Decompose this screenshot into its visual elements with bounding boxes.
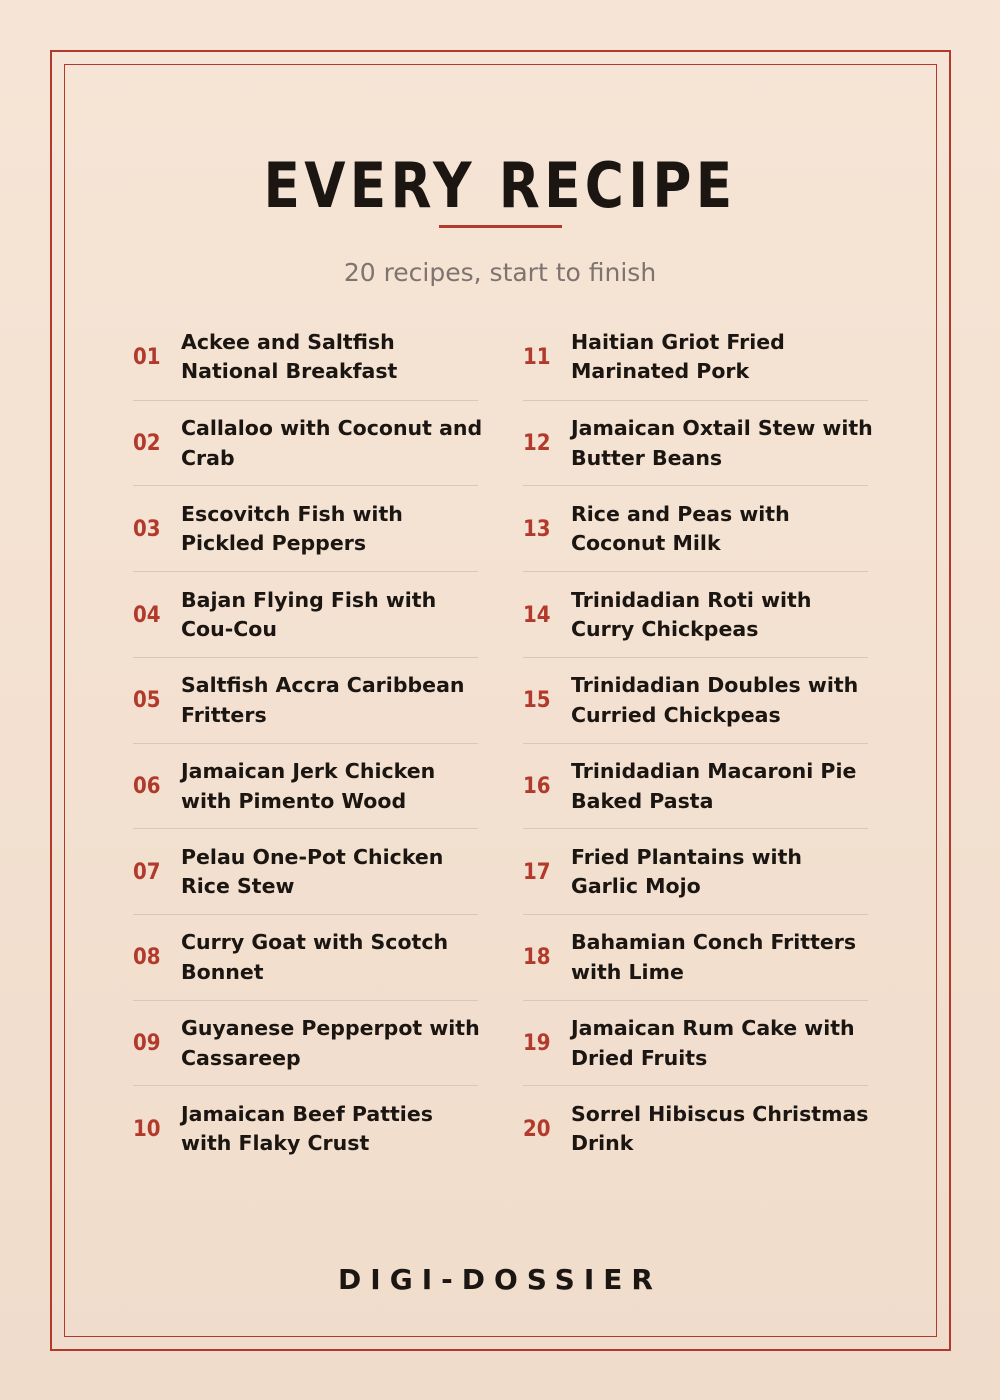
recipe-number: 08 (133, 945, 161, 971)
recipe-title: Ackee and Saltfish National Breakfast (181, 329, 398, 383)
recipe-item (523, 485, 868, 572)
recipe-number: 04 (133, 602, 161, 628)
recipe-item (133, 914, 478, 1001)
recipe-number: 16 (523, 774, 551, 799)
page-title: EVERY RECIPE (263, 149, 737, 222)
recipe-item (523, 1000, 868, 1087)
recipe-title: Callaloo with Coconut and Crab (181, 416, 483, 470)
recipe-item (523, 828, 868, 915)
recipe-title: Fried Plantains with Garlic Mojo (571, 844, 802, 899)
recipe-title: Jamaican Oxtail Stew with Butter Beans (571, 416, 873, 470)
recipe-item (133, 828, 478, 915)
recipe-title: Bahamian Conch Fritters with Lime (571, 930, 857, 984)
recipe-number: 09 (133, 1031, 161, 1057)
recipe-item (523, 914, 868, 1001)
recipe-number: 05 (133, 688, 161, 714)
recipe-item (523, 657, 868, 744)
title-underline (439, 225, 562, 228)
recipe-number: 15 (523, 688, 551, 714)
recipe-number: 14 (523, 602, 551, 628)
recipe-number: 10 (133, 1116, 161, 1142)
recipe-item (523, 571, 868, 658)
recipe-number: 07 (133, 859, 161, 885)
recipe-number: 12 (523, 431, 551, 457)
recipe-number: 18 (523, 945, 551, 971)
recipe-item (133, 485, 478, 572)
recipe-number: 13 (523, 516, 551, 542)
recipe-title: Rice and Peas with Coconut Milk (571, 501, 790, 556)
recipe-title: Bajan Flying Fish with Cou-Cou (181, 587, 437, 642)
recipe-number: 17 (523, 859, 551, 885)
recipe-title: Guyanese Pepperpot with Cassareep (181, 1016, 480, 1070)
recipe-number: 06 (133, 774, 161, 799)
recipe-item (523, 400, 873, 487)
recipe-number: 03 (133, 516, 161, 542)
brand-name: DIGI-DOSSIER (338, 1263, 662, 1296)
recipe-title: Pelau One-Pot Chicken Rice Stew (181, 844, 444, 899)
recipe-title: Trinidadian Roti with Curry Chickpeas (571, 587, 812, 642)
recipe-title: Jamaican Rum Cake with Dried Fruits (571, 1016, 855, 1070)
recipe-number: 19 (523, 1031, 551, 1057)
recipe-title: Trinidadian Macaroni Pie Baked Pasta (571, 759, 857, 813)
recipe-item (133, 571, 478, 658)
page-subtitle: 20 recipes, start to finish (343, 258, 657, 287)
recipe-number: 20 (523, 1116, 551, 1142)
recipe-item (133, 657, 478, 744)
recipe-item (133, 1000, 478, 1087)
recipe-title: Haitian Griot Fried Marinated Pork (571, 329, 785, 383)
recipe-number: 11 (523, 344, 551, 370)
recipe-item (523, 314, 868, 400)
recipe-item (133, 1085, 478, 1172)
recipe-item (523, 1085, 868, 1172)
recipe-item (523, 743, 868, 830)
recipe-number: 01 (133, 344, 161, 370)
recipe-title: Saltfish Accra Caribbean Fritters (181, 673, 465, 727)
recipe-item (133, 400, 483, 487)
recipe-title: Sorrel Hibiscus Christmas Drink (571, 1101, 869, 1156)
recipe-title: Jamaican Beef Patties with Flaky Crust (181, 1101, 433, 1156)
recipe-title: Curry Goat with Scotch Bonnet (181, 930, 449, 984)
recipe-title: Escovitch Fish with Pickled Peppers (181, 501, 403, 556)
recipe-title: Trinidadian Doubles with Curried Chickpeas (571, 673, 859, 727)
recipe-item (133, 743, 478, 830)
recipe-number: 02 (133, 431, 161, 457)
recipe-title: Jamaican Jerk Chicken with Pimento Wood (181, 759, 436, 813)
recipe-item (133, 314, 478, 400)
